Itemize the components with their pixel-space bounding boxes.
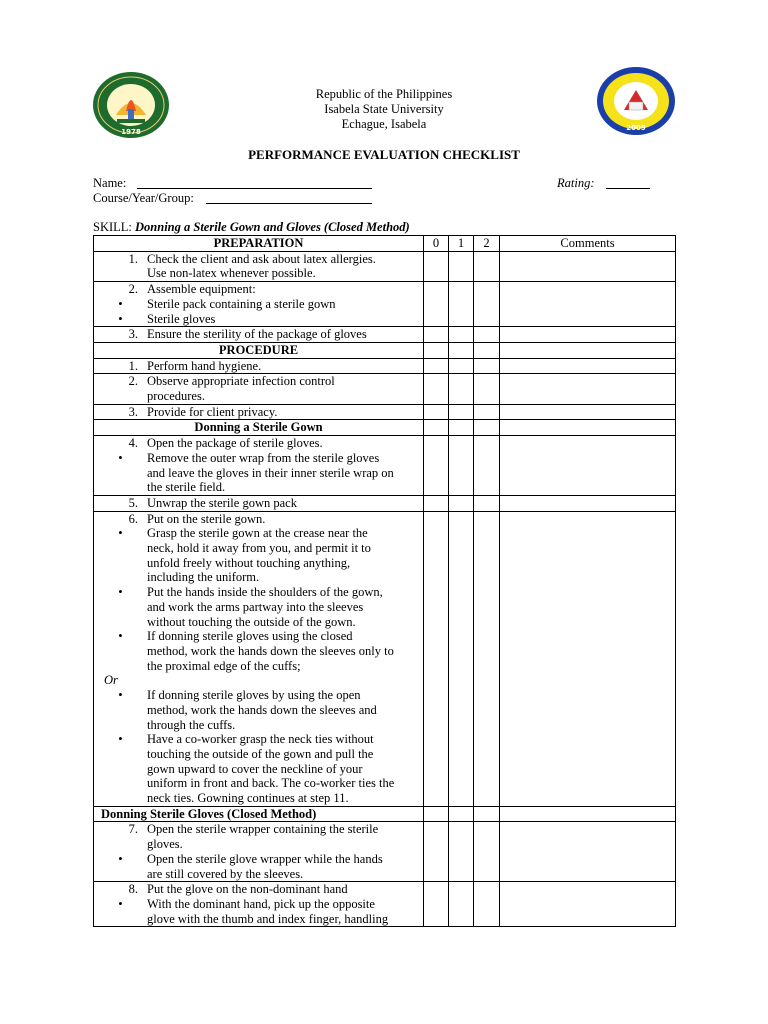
svg-text:1978: 1978 <box>121 128 141 136</box>
score-1-cell[interactable] <box>449 822 474 882</box>
score-2-cell[interactable] <box>474 495 500 511</box>
score-0-header: 0 <box>424 236 449 252</box>
score-0-cell[interactable] <box>424 358 449 374</box>
bullet-icon: • <box>118 688 123 703</box>
score-2-cell[interactable] <box>474 374 500 404</box>
name-label: Name: <box>93 176 127 190</box>
table-row: 1. Perform hand hygiene. <box>94 358 676 374</box>
table-row: 3. Ensure the sterility of the package of gloves <box>94 327 676 343</box>
header-line-3: Echague, Isabela <box>341 117 427 131</box>
score-1-cell[interactable] <box>449 495 474 511</box>
bullet-icon: • <box>118 296 123 311</box>
score-2-cell[interactable] <box>474 404 500 420</box>
name-input-line[interactable] <box>137 176 372 189</box>
procedure-header-row <box>94 342 676 358</box>
bullet-icon: • <box>118 896 123 911</box>
score-2-cell[interactable] <box>474 436 500 496</box>
bullet-icon: • <box>118 732 123 747</box>
comment-cell[interactable] <box>500 404 676 420</box>
course-label: Course/Year/Group: <box>93 191 194 205</box>
score-0-cell[interactable] <box>424 404 449 420</box>
score-2-cell[interactable] <box>474 511 500 806</box>
gloves-header-row <box>94 806 676 822</box>
score-2-header: 2 <box>474 236 500 252</box>
score-1-header: 1 <box>449 236 474 252</box>
score-1-cell[interactable] <box>449 327 474 343</box>
score-0-cell[interactable] <box>424 436 449 496</box>
score-0-cell[interactable] <box>424 822 449 882</box>
table-row: 4. Open the package of sterile gloves. • Remove the outer wrap from the sterile gloves and leave the gloves in their inner sterile wrap on the sterile field. <box>94 436 676 496</box>
gown-header-row <box>94 420 676 436</box>
score-0-cell[interactable] <box>424 882 449 927</box>
table-row: 2. Assemble equipment: • Sterile pack containing a sterile gown • Sterile gloves <box>94 282 676 327</box>
comment-cell[interactable] <box>500 822 676 882</box>
rating-row <box>557 176 595 191</box>
bullet-icon: • <box>118 585 123 600</box>
comment-cell[interactable] <box>500 436 676 496</box>
table-header-row <box>94 236 676 252</box>
comment-cell[interactable] <box>500 282 676 327</box>
header-line-1: Republic of the Philippines <box>315 87 453 101</box>
score-1-cell[interactable] <box>449 404 474 420</box>
skill-label: SKILL: <box>93 220 132 234</box>
comment-cell[interactable] <box>500 327 676 343</box>
skill-line <box>93 220 410 235</box>
checklist-table <box>93 235 676 927</box>
score-1-cell[interactable] <box>449 882 474 927</box>
score-1-cell[interactable] <box>449 436 474 496</box>
score-1-cell[interactable] <box>449 358 474 374</box>
score-0-cell[interactable] <box>424 374 449 404</box>
score-2-cell[interactable] <box>474 282 500 327</box>
score-1-cell[interactable] <box>449 511 474 806</box>
bullet-icon: • <box>118 311 123 326</box>
skill-value: Donning a Sterile Gown and Gloves (Closed Method) <box>135 220 410 234</box>
donning-gown-header: Donning a Sterile Gown <box>94 420 424 436</box>
or-label: Or <box>104 673 118 688</box>
rating-label: Rating: <box>557 176 595 190</box>
bullet-icon: • <box>118 450 123 465</box>
score-2-cell[interactable] <box>474 327 500 343</box>
score-2-cell[interactable] <box>474 251 500 281</box>
score-0-cell[interactable] <box>424 282 449 327</box>
comment-cell[interactable] <box>500 495 676 511</box>
donning-gloves-header: Donning Sterile Gloves (Closed Method) <box>94 806 424 822</box>
table-row: 7. Open the sterile wrapper containing the sterile gloves. • Open the sterile glove wrapper while the hands are still covered by the sleeves. <box>94 822 676 882</box>
score-2-cell[interactable] <box>474 822 500 882</box>
bullet-icon: • <box>118 629 123 644</box>
score-2-cell[interactable] <box>474 882 500 927</box>
comment-cell[interactable] <box>500 374 676 404</box>
preparation-header: PREPARATION <box>94 236 424 252</box>
comments-header: Comments <box>500 236 676 252</box>
score-0-cell[interactable] <box>424 511 449 806</box>
score-0-cell[interactable] <box>424 327 449 343</box>
score-0-cell[interactable] <box>424 251 449 281</box>
comment-cell[interactable] <box>500 882 676 927</box>
table-row: 6. Put on the sterile gown. • Grasp the sterile gown at the crease near the neck, hold it away from you, and permit it to unfold freely without touching anything, including the uniform. • Put the hands inside the shoulders of the gown, and work the arms partway into the sleeves without touching the outside of the gown. • If donning sterile gloves using the closed method, work the hands down the sleeves only to the proximal edge of the cuffs; Or • If donning sterile gloves by using the open method, work the hands down the sleeves and through the cuffs. • Have a co-worker grasp the neck ties without touching the outside of the gown and pull the gown upward to cover the neckline of your uniform in front and back. The co-worker ties the neck ties. Gowning continues at step 11. <box>94 511 676 806</box>
comment-cell[interactable] <box>500 358 676 374</box>
bullet-icon: • <box>118 526 123 541</box>
score-1-cell[interactable] <box>449 282 474 327</box>
score-1-cell[interactable] <box>449 374 474 404</box>
comment-cell[interactable] <box>500 251 676 281</box>
course-input-line[interactable] <box>206 191 372 204</box>
score-2-cell[interactable] <box>474 358 500 374</box>
comment-cell[interactable] <box>500 511 676 806</box>
table-row: 8. Put the glove on the non-dominant hand • With the dominant hand, pick up the opposite glove with the thumb and index finger, handling <box>94 882 676 927</box>
rating-input-line[interactable] <box>606 176 650 189</box>
table-row: 5. Unwrap the sterile gown pack <box>94 495 676 511</box>
table-row: 3. Provide for client privacy. <box>94 404 676 420</box>
name-field-row <box>93 176 126 191</box>
table-row: 1. Check the client and ask about latex allergies. Use non-latex whenever possible. <box>94 251 676 281</box>
score-1-cell[interactable] <box>449 251 474 281</box>
page-title: PERFORMANCE EVALUATION CHECKLIST <box>248 147 520 162</box>
bullet-icon: • <box>118 851 123 866</box>
table-row: 2. Observe appropriate infection control procedures. <box>94 374 676 404</box>
score-0-cell[interactable] <box>424 495 449 511</box>
svg-text:2009: 2009 <box>626 124 646 132</box>
header-line-2: Isabela State University <box>324 102 444 116</box>
course-row <box>93 191 194 206</box>
procedure-header: PROCEDURE <box>94 342 424 358</box>
